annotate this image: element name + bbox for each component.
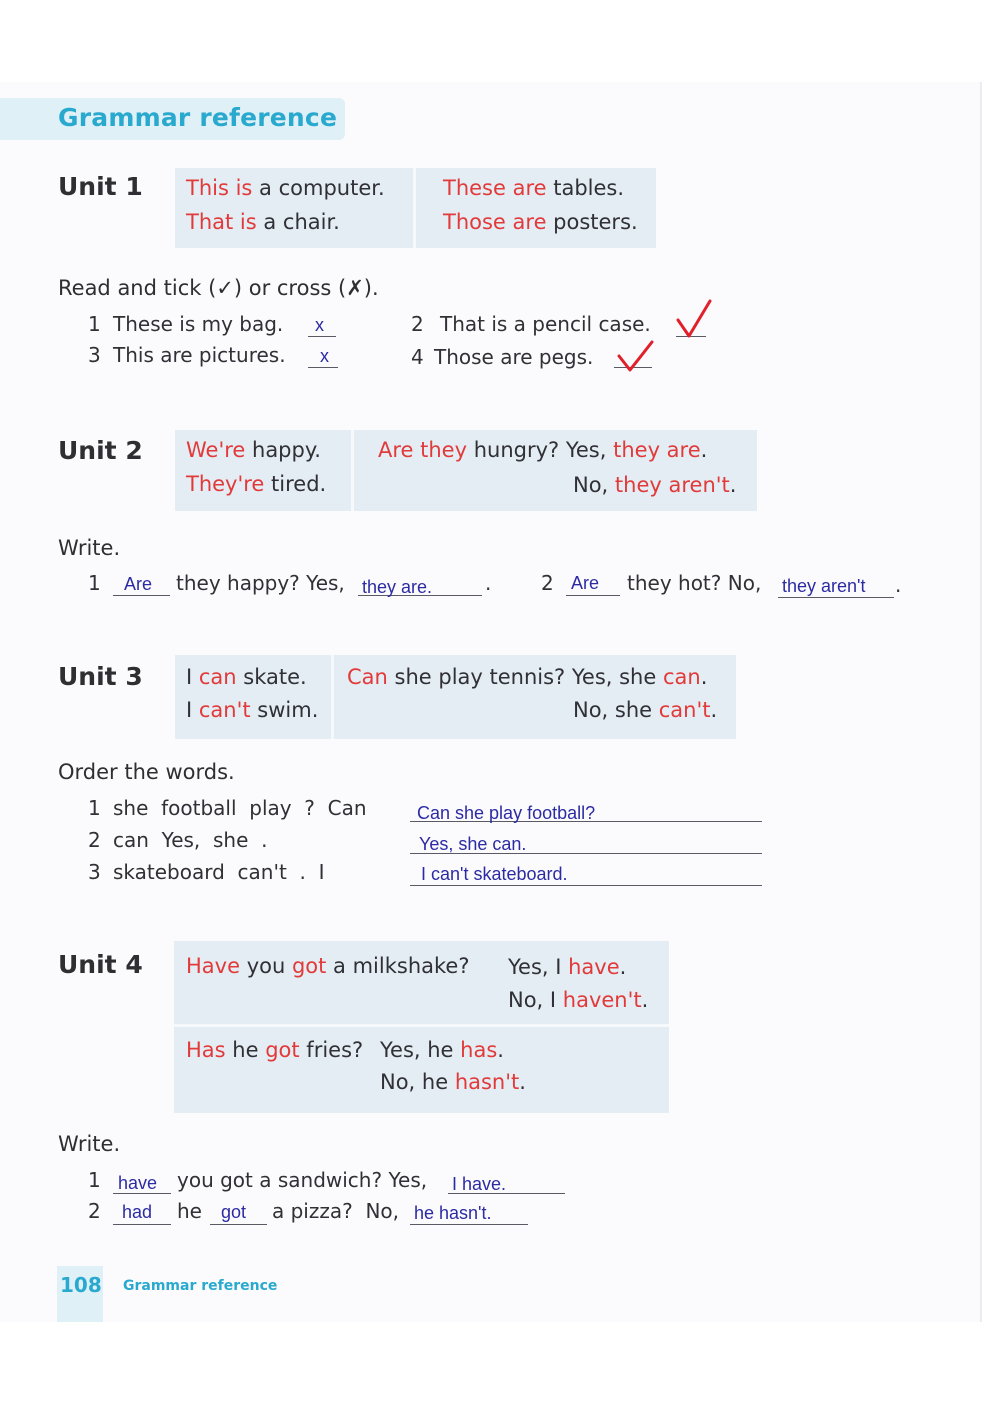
exercise-sentence: This are pictures. — [113, 343, 286, 367]
grammar-answer: No, he hasn't. — [380, 1070, 526, 1094]
grammar-answer: Yes, he has. — [380, 1038, 504, 1062]
item-number: 1 — [88, 796, 101, 820]
answer-line — [410, 885, 762, 886]
grammar-line: These are tables. — [443, 176, 625, 200]
grammar-line: That is a chair. — [186, 210, 340, 234]
grammar-line: Those are posters. — [443, 210, 638, 234]
exercise-instruction: Order the words. — [58, 760, 235, 784]
grammar-answer: No, they aren't. — [573, 473, 737, 497]
answer-line — [410, 1224, 528, 1225]
grammar-line: I can't swim. — [186, 698, 319, 722]
page-number: 108 — [60, 1273, 102, 1297]
handwritten-answer: Are — [124, 574, 153, 594]
item-number: 2 — [88, 828, 101, 852]
item-number: 2 — [88, 1199, 101, 1223]
grammar-question: Have you got a milkshake? — [186, 954, 470, 978]
red-tick-mark-icon — [674, 298, 714, 342]
handwritten-answer: I have. — [452, 1174, 507, 1194]
item-number: 1 — [88, 1168, 101, 1192]
handwritten-answer: got — [221, 1202, 247, 1222]
answer-line — [566, 595, 620, 596]
cross-answer: x — [320, 346, 329, 366]
exercise-sentence: These is my bag. — [113, 312, 284, 336]
exercise-sentence: That is a pencil case. — [440, 312, 651, 336]
box-divider — [351, 430, 354, 511]
page-title: Grammar reference — [58, 103, 338, 132]
grammar-question: Has he got fries? — [186, 1038, 364, 1062]
item-number: 2 — [541, 571, 554, 595]
unit-3-label: Unit 3 — [58, 662, 143, 691]
exercise-sentence: they hot? No, — [627, 571, 762, 595]
unit-1-label: Unit 1 — [58, 172, 143, 201]
grammar-line: I can skate. — [186, 665, 307, 689]
grammar-line: They're tired. — [186, 472, 327, 496]
grammar-line: This is a computer. — [186, 176, 385, 200]
exercise-sentence: a pizza? No, — [272, 1199, 400, 1223]
answer-line — [308, 367, 338, 368]
exercise-instruction: Write. — [58, 1132, 121, 1156]
box-divider — [331, 655, 334, 739]
exercise-sentence: Those are pegs. — [434, 345, 594, 369]
grammar-question: Can she play tennis? Yes, she can. — [347, 665, 708, 689]
box-divider — [413, 168, 416, 248]
handwritten-answer: they aren't — [782, 576, 866, 596]
grammar-answer: Yes, I have. — [508, 955, 627, 979]
jumbled-words: skateboard can't . I — [113, 860, 325, 884]
handwritten-answer: they are. — [362, 577, 433, 597]
exercise-instruction: Write. — [58, 536, 121, 560]
answer-line — [308, 336, 336, 337]
red-tick-mark-icon — [616, 338, 656, 376]
answer-line — [778, 597, 894, 598]
unit-2-label: Unit 2 — [58, 436, 143, 465]
handwritten-answer: Are — [571, 573, 600, 593]
grammar-answer: No, she can't. — [573, 698, 718, 722]
sentence-end: . — [895, 573, 902, 597]
item-number: 3 — [88, 343, 101, 367]
exercise-sentence: he — [177, 1199, 202, 1223]
item-number: 4 — [411, 345, 424, 369]
handwritten-answer: have — [118, 1173, 158, 1193]
grammar-question: Are they hungry? Yes, they are. — [378, 438, 708, 462]
item-number: 3 — [88, 860, 101, 884]
handwritten-answer: I can't skateboard. — [421, 864, 568, 884]
answer-line — [113, 595, 170, 596]
item-number: 2 — [411, 312, 424, 336]
sentence-end: . — [485, 571, 492, 595]
jumbled-words: she football play ? Can — [113, 796, 367, 820]
answer-line — [113, 1224, 171, 1225]
grammar-answer: No, I haven't. — [508, 988, 649, 1012]
exercise-instruction: Read and tick (✓) or cross (✗). — [58, 276, 379, 300]
answer-line — [210, 1224, 267, 1225]
jumbled-words: can Yes, she . — [113, 828, 268, 852]
handwritten-answer: Yes, she can. — [419, 834, 527, 854]
handwritten-answer: had — [122, 1202, 153, 1222]
exercise-sentence: they happy? Yes, — [176, 571, 345, 595]
handwritten-answer: he hasn't. — [414, 1203, 492, 1223]
box-divider — [174, 1024, 669, 1027]
handwritten-answer: Can she play football? — [417, 803, 596, 823]
item-number: 1 — [88, 312, 101, 336]
item-number: 1 — [88, 571, 101, 595]
footer-section-title: Grammar reference — [123, 1278, 278, 1294]
grammar-line: We're happy. — [186, 438, 321, 462]
cross-answer: x — [315, 315, 324, 335]
exercise-sentence: you got a sandwich? Yes, — [177, 1168, 428, 1192]
unit-4-label: Unit 4 — [58, 950, 143, 979]
